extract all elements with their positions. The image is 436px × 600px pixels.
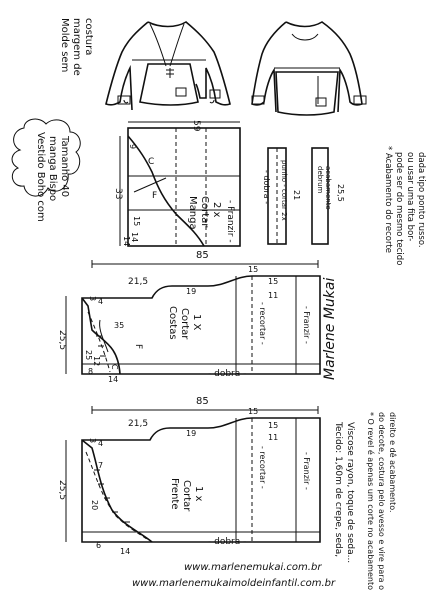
back-dim-35: 35 bbox=[114, 321, 125, 330]
title-bubble bbox=[12, 119, 80, 222]
front-dim-15a: 15 bbox=[248, 407, 259, 416]
front-dobra: - dobra - bbox=[208, 537, 247, 547]
back-dim-255: 25,5 bbox=[57, 330, 67, 351]
fabric-line4: do decote, costura pelo avesso e vire para o bbox=[377, 412, 386, 590]
cuff-strip bbox=[262, 148, 301, 244]
front-dim-14: 14 bbox=[120, 547, 131, 556]
front-dim-4: 4 bbox=[98, 439, 104, 448]
front-recortar: - recortar - bbox=[258, 446, 267, 489]
sleeve-franzir: - Franzir - bbox=[225, 200, 235, 243]
front-dim-7: 7 bbox=[98, 461, 104, 470]
url-infantil: www.marlenemukaimoldeinfantil.com.br bbox=[132, 578, 336, 589]
back-dim-15: 15 bbox=[248, 265, 259, 274]
cuff-dobra: - dobra - bbox=[262, 170, 271, 205]
title-line1: Vestido Boho com bbox=[35, 132, 46, 222]
binding-sublabel: acabamento bbox=[324, 166, 332, 210]
front-dim-11: 11 bbox=[268, 433, 279, 442]
back-recortar: - recortar - bbox=[258, 302, 267, 345]
signature-text: Marlene Mukai bbox=[322, 277, 338, 380]
dress-sketch-front bbox=[106, 22, 230, 110]
front-dim-length: 85 bbox=[196, 396, 209, 407]
back-label1: Costas bbox=[167, 306, 178, 340]
front-outline bbox=[82, 418, 320, 542]
finishing-note bbox=[383, 146, 426, 265]
binding-strip bbox=[312, 148, 345, 244]
fabric-line2: Viscose rayon, toque de seda... bbox=[345, 422, 355, 564]
back-label2: Cortar bbox=[179, 308, 190, 340]
front-dim-255: 25,5 bbox=[57, 480, 67, 501]
back-dim-3: 3 bbox=[88, 296, 97, 302]
front-label3: 1 x bbox=[193, 486, 204, 502]
fabric-notes bbox=[333, 421, 355, 563]
cuff-length: 21 bbox=[292, 190, 301, 201]
front-dim-6: 6 bbox=[96, 541, 102, 550]
back-letter-f: F bbox=[133, 344, 143, 350]
front-pattern bbox=[57, 396, 320, 556]
back-dim-8: 8 bbox=[88, 367, 94, 376]
front-dim-15b: 15 bbox=[268, 421, 279, 430]
sleeve-dim-d: 9 bbox=[128, 144, 137, 150]
mold-note-line2: margem de bbox=[71, 18, 82, 76]
back-dobra: - dobra - bbox=[208, 369, 247, 379]
title-line2: manga Bispo bbox=[47, 136, 58, 202]
dress-sketch-back bbox=[252, 22, 366, 115]
sleeve-letter-c: C bbox=[148, 157, 155, 167]
back-dim-12: 12 bbox=[92, 356, 101, 367]
back-dim-14: 14 bbox=[108, 375, 119, 384]
sleeve-label1: Manga bbox=[187, 196, 198, 230]
fabric-line1: Tecido: 1,60m de crepe, seda, bbox=[333, 422, 343, 558]
front-dim-width: 21,5 bbox=[128, 419, 149, 429]
finishing-line4: dada tipo ponto russo. bbox=[416, 152, 426, 248]
sleeve-dim-top: 59 bbox=[191, 120, 201, 132]
front-dim-3: 3 bbox=[88, 438, 97, 444]
finishing-line1: * Acabamento do recorte bbox=[383, 146, 393, 254]
binding-length: 25,5 bbox=[336, 184, 345, 202]
front-label1: Frente bbox=[169, 478, 180, 510]
fabric-line3: * O revel é apenas um corte no acabamento bbox=[366, 412, 375, 590]
back-dim-length: 85 bbox=[196, 250, 209, 261]
front-dim-20: 20 bbox=[90, 500, 99, 511]
back-dim-19: 19 bbox=[186, 287, 197, 296]
binding-label: debrum bbox=[316, 166, 324, 194]
sleeve-letter-f: F bbox=[152, 191, 158, 201]
mold-note bbox=[59, 18, 94, 76]
sleeve-dim-cap: 33 bbox=[113, 188, 123, 200]
back-dim-hem: 15 bbox=[268, 277, 279, 286]
back-dim-width: 21,5 bbox=[128, 277, 149, 287]
back-dim-25: 25 bbox=[84, 350, 93, 361]
back-dim-4: 4 bbox=[98, 297, 104, 306]
cuff-label: punho - cortar 2x bbox=[280, 160, 288, 221]
fabric-line5: direito e dê acabamento. bbox=[388, 412, 397, 513]
sleeve-dim-b: 14 bbox=[130, 232, 139, 243]
sleeve-dim-c: 14 bbox=[122, 236, 131, 247]
mold-note-line3: costura bbox=[83, 18, 94, 56]
url-main: www.marlenemukai.com.br bbox=[184, 562, 322, 573]
back-franzir: - Franzir - bbox=[302, 306, 311, 344]
revel-notes bbox=[366, 412, 398, 590]
sleeve-label2: Cortar bbox=[199, 196, 210, 228]
sleeve-dim-a: 15 bbox=[132, 216, 141, 227]
front-franzir: - Franzir - bbox=[302, 452, 311, 490]
front-dim-19: 19 bbox=[186, 429, 197, 438]
sleeve-label3: 2 x bbox=[211, 202, 222, 218]
finishing-line3: ou usar uma fita bor- bbox=[405, 152, 415, 242]
finishing-line2: pode ser do mesmo tecido bbox=[394, 152, 404, 266]
sleeve-pattern bbox=[113, 120, 240, 246]
front-label2: Cortar bbox=[181, 480, 192, 512]
back-pattern bbox=[57, 250, 320, 384]
title-line3: Tamanho 40 bbox=[59, 136, 70, 198]
back-label3: 1 X bbox=[191, 314, 202, 331]
signature bbox=[322, 278, 338, 380]
back-dim-11: 11 bbox=[268, 291, 279, 300]
mold-note-line1: Molde sem bbox=[59, 18, 70, 73]
back-letter-c: C bbox=[110, 364, 119, 370]
